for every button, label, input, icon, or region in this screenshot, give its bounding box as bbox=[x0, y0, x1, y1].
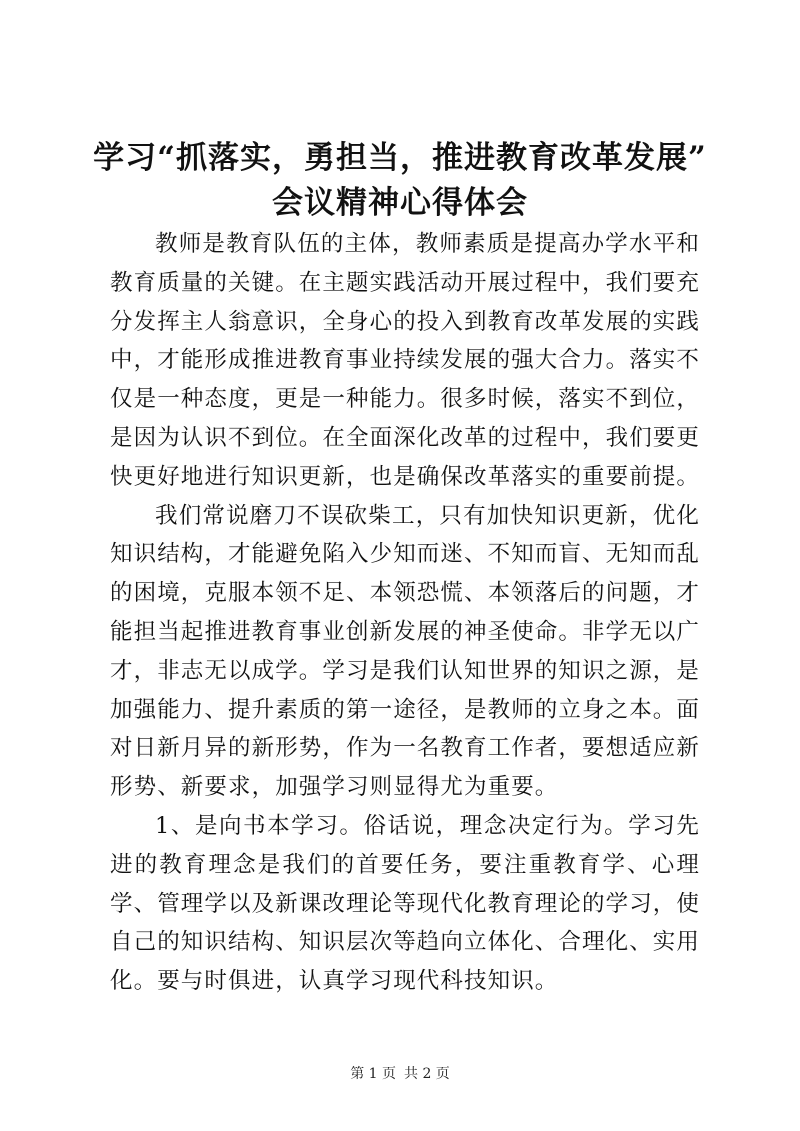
page-number: 第 1 页 bbox=[350, 1066, 396, 1082]
paragraph-3: 1、是向书本学习。俗话说，理念决定行为。学习先进的教育理念是我们的首要任务，要注重教育学、心理学、管理学以及新课改理论等现代化教育理论的学习，使自己的知识结构、知识层次等趋向立体化、合理化、实用化。要与时俱进，认真学习现代科技知识。 bbox=[110, 812, 701, 995]
paragraph-1: 教师是教育队伍的主体，教师素质是提高办学水平和教育质量的关键。在主题实践活动开展过程中，我们要充分发挥主人翁意识，全身心的投入到教育改革发展的实践中，才能形成推进教育事业持续发展的强大合力。落实不仅是一种态度，更是一种能力。很多时候，落实不到位，是因为认识不到位。在全面深化改革的过程中，我们要更快更好地进行知识更新，也是确保改革落实的重要前提。 bbox=[110, 231, 701, 490]
document-title-line-2: 会议精神心得体会 bbox=[272, 185, 528, 221]
document-body bbox=[110, 225, 700, 1001]
paragraph-2: 我们常说磨刀不误砍柴工，只有加快知识更新，优化知识结构，才能避免陷入少知而迷、不知而盲、无知而乱的困境，克服本领不足、本领恐慌、本领落后的问题，才能担当起推进教育事业创新发展的神圣使命。非学无以广才，非志无以成学。学习是我们认知世界的知识之源，是加强能力、提升素质的第一途径，是教师的立身之本。面对日新月异的新形势，作为一名教育工作者，要想适应新形势、新要求，加强学习则显得尤为重要。 bbox=[110, 502, 701, 801]
page-footer bbox=[0, 1064, 800, 1084]
page-total: 共 2 页 bbox=[404, 1066, 450, 1082]
document-title-line-1: 学习“抓落实，勇担当，推进教育改革发展” bbox=[93, 140, 707, 176]
